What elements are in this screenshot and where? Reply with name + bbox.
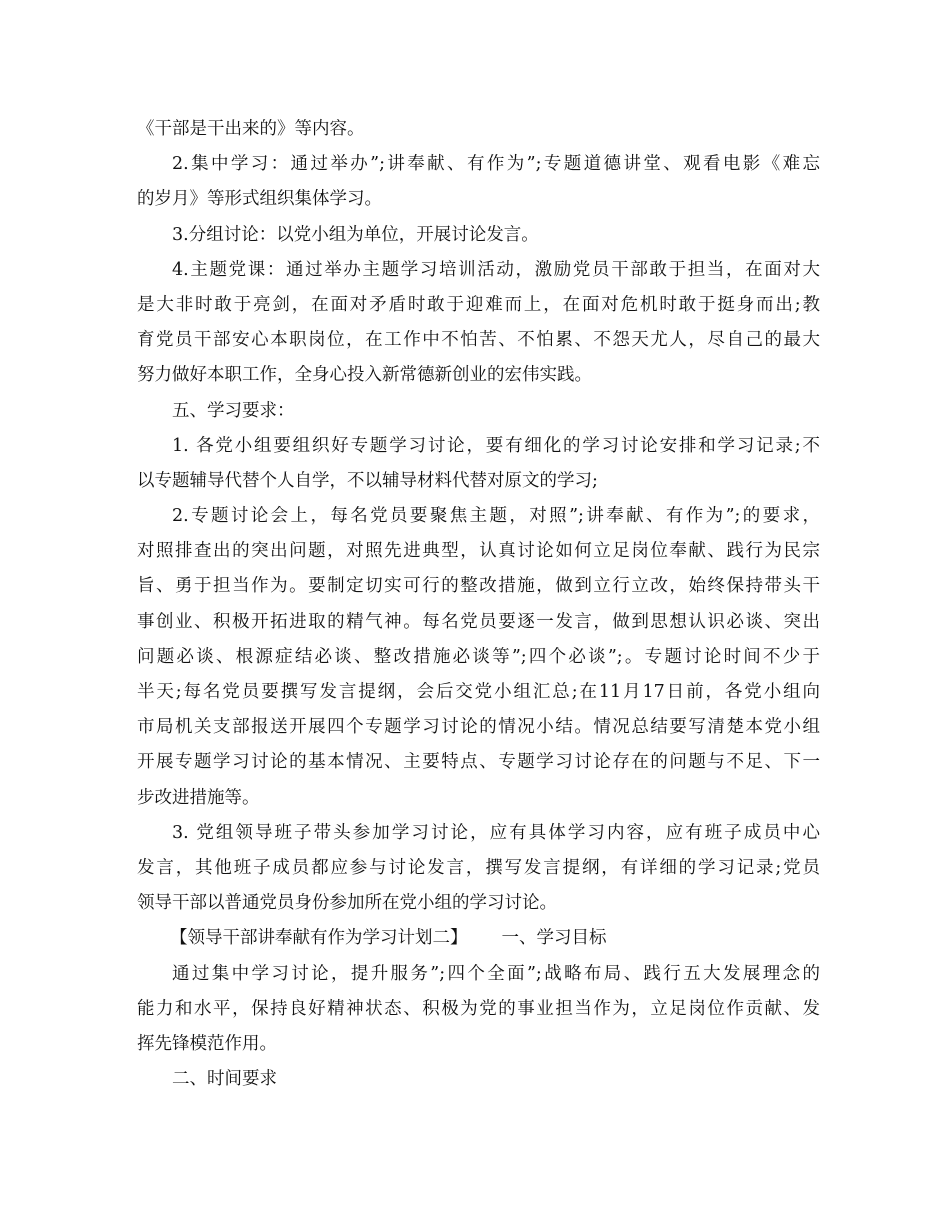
section-heading (137, 921, 820, 956)
text-line: 五、学习要求： (172, 400, 295, 421)
text-line: 育党员干部安心本职岗位，在工作中不怕苦、不怕累、不怨天尤人，尽自己的最大 (137, 330, 820, 351)
document-body-continued (137, 957, 820, 1098)
text-line: 挥先锋模范作用。 (137, 1033, 277, 1054)
text-line: 市局机关支部报送开展四个专题学习讨论的情况小结。情况总结要写清楚本党小组 (137, 717, 820, 738)
text-line: 1. 各党小组要组织好专题学习讨论，要有细化的学习讨论安排和学习记录;不 (172, 435, 820, 456)
plan-title: 【领导干部讲奉献有作为学习计划二】 (170, 928, 468, 949)
text-line: 4.主题党课：通过举办主题学习培训活动，激励党员干部敢于担当，在面对大 (172, 259, 820, 280)
goal-heading: 一、学习目标 (501, 928, 607, 949)
text-line: 二、时间要求 (172, 1069, 277, 1090)
text-line: 《干部是干出来的》等内容。 (137, 119, 365, 139)
document-body (137, 112, 820, 921)
text-line: 发言，其他班子成员都应参与讨论发言，撰写发言提纲，有详细的学习记录;党员 (137, 857, 820, 878)
text-line: 事创业、积极开拓进取的精气神。每名党员要逐一发言，做到思想认识必谈、突出 (137, 611, 820, 632)
text-line: 通过集中学习讨论，提升服务”;四个全面”;战略布局、践行五大发展理念的 (172, 963, 820, 984)
text-line: 以专题辅导代替个人自学，不以辅导材料代替对原文的学习; (137, 470, 598, 491)
text-line: 问题必谈、根源症结必谈、整改措施必谈等”;四个必谈”;。专题讨论时间不少于 (137, 646, 820, 667)
text-line: 努力做好本职工作，全身心投入新常德新创业的宏伟实践。 (137, 365, 592, 386)
text-line: 的岁月》等形式组织集体学习。 (137, 189, 382, 210)
text-line: 旨、勇于担当作为。要制定切实可行的整改措施，做到立行立改，始终保持带头干 (137, 576, 820, 597)
text-line: 步改进措施等。 (137, 787, 260, 808)
text-line: 是大非时敢于亮剑，在面对矛盾时敢于迎难而上，在面对危机时敢于挺身而出;教 (137, 294, 820, 315)
text-line: 2.专题讨论会上，每名党员要聚焦主题，对照”;讲奉献、有作为”;的要求， (172, 506, 820, 527)
text-line: 3.分组讨论：以党小组为单位，开展讨论发言。 (172, 224, 539, 245)
text-line: 2.集中学习：通过举办”;讲奉献、有作为”;专题道德讲堂、观看电影《难忘 (172, 154, 820, 175)
text-line: 半天;每名党员要撰写发言提纲，会后交党小组汇总;在11月17日前，各党小组向 (137, 682, 820, 702)
text-line: 能力和水平，保持良好精神状态、积极为党的事业担当作为，立足岗位作贡献、发 (137, 998, 820, 1019)
text-line: 开展专题学习讨论的基本情况、主要特点、专题学习讨论存在的问题与不足、下一 (137, 752, 820, 773)
text-line: 3. 党组领导班子带头参加学习讨论，应有具体学习内容，应有班子成员中心 (172, 822, 820, 843)
text-line: 领导干部以普通党员身份参加所在党小组的学习讨论。 (137, 893, 557, 914)
text-line: 对照排查出的突出问题，对照先进典型，认真讨论如何立足岗位奉献、践行为民宗 (137, 541, 820, 562)
